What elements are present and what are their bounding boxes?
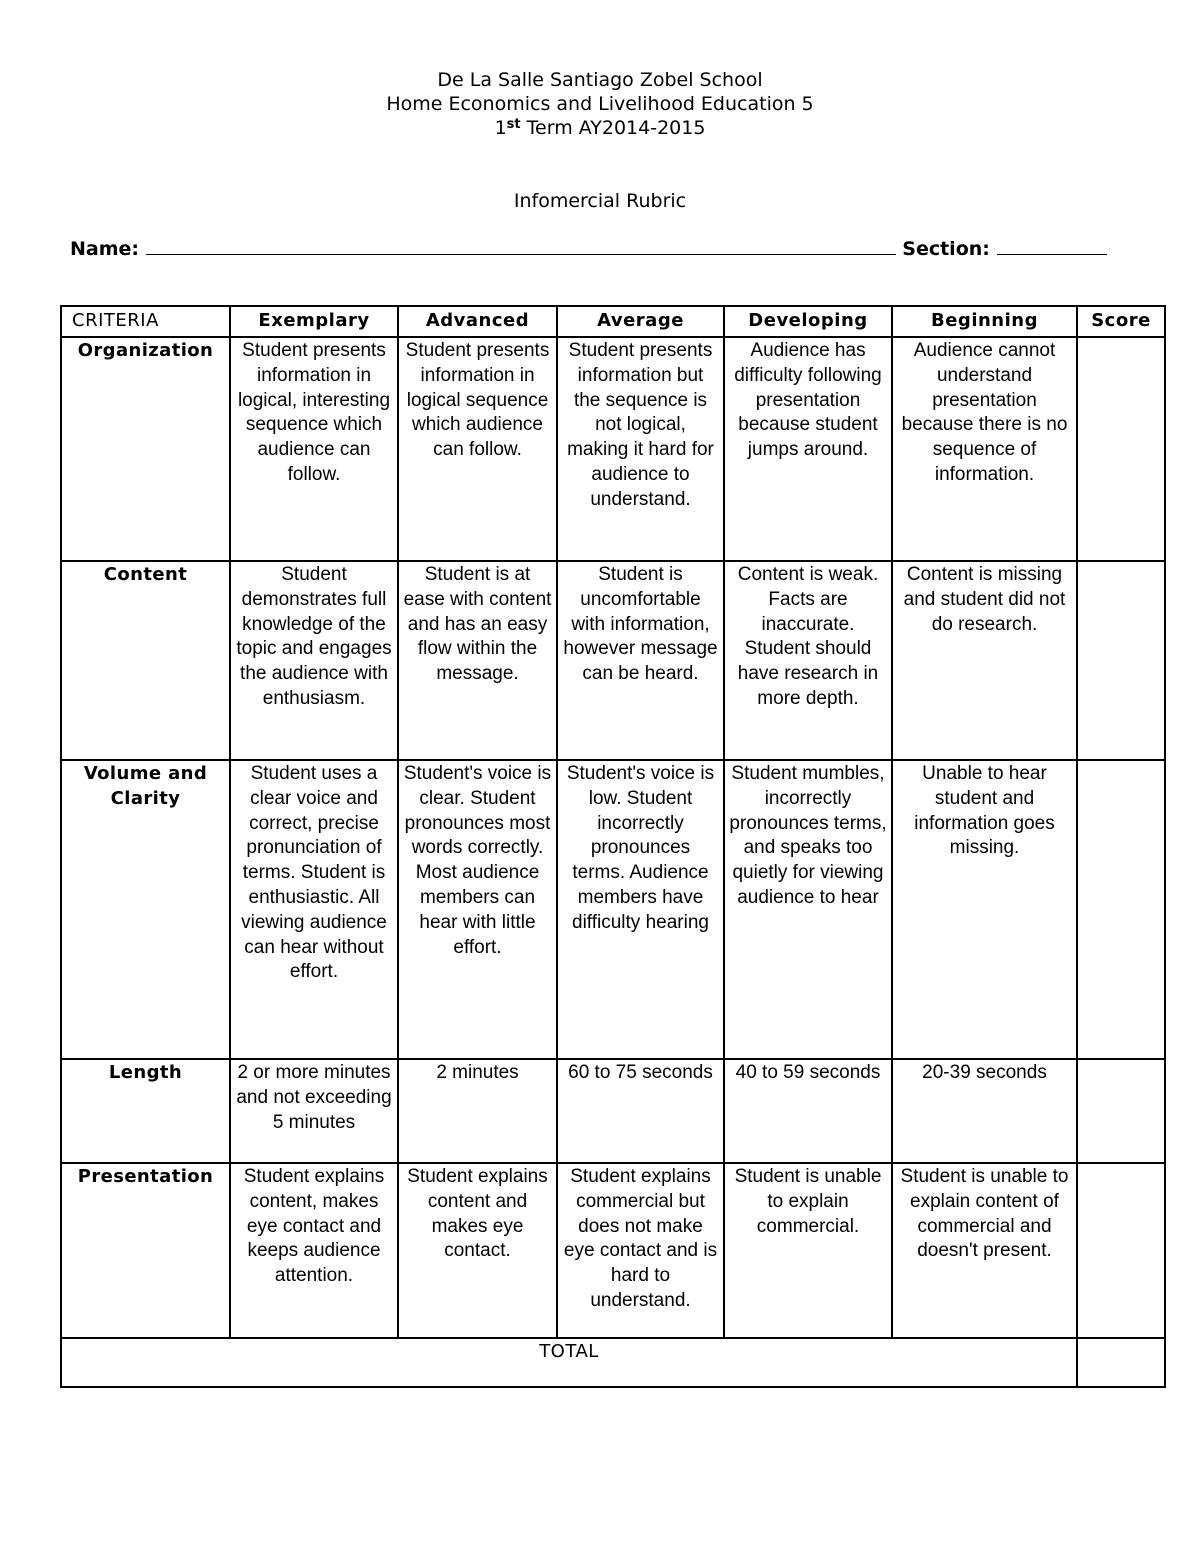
score-cell[interactable] xyxy=(1077,760,1165,1059)
term-suffix: st xyxy=(506,117,521,132)
cell-exemplary: Student uses a clear voice and correct, precise pronunciation of terms. Student is enthusiastic. All viewing audience can hear without effort. xyxy=(230,760,398,1059)
table-row xyxy=(61,1163,1165,1338)
cell-developing: Content is weak. Facts are inaccurate. Student should have research in more depth. xyxy=(724,561,892,760)
score-cell[interactable] xyxy=(1077,561,1165,760)
section-label: Section: xyxy=(902,238,990,260)
name-label: Name: xyxy=(70,238,140,260)
cell-advanced: Student presents information in logical sequence which audience can follow. xyxy=(398,337,557,561)
document-header xyxy=(0,68,1200,140)
header-row xyxy=(61,306,1165,337)
criterion-length: Length xyxy=(61,1059,230,1163)
score-cell[interactable] xyxy=(1077,1163,1165,1338)
cell-developing: Student mumbles, incorrectly pronounces terms, and speaks too quietly for viewing audience to hear xyxy=(724,760,892,1059)
header-developing: Developing xyxy=(724,306,892,337)
rubric-table xyxy=(60,305,1166,1388)
subject-name: Home Economics and Livelihood Education 5 xyxy=(386,93,814,115)
total-row xyxy=(61,1338,1165,1387)
cell-exemplary: 2 or more minutes and not exceeding 5 minutes xyxy=(230,1059,398,1163)
name-field[interactable] xyxy=(146,236,896,255)
header-score: Score xyxy=(1077,306,1165,337)
cell-developing: Audience has difficulty following presentation because student jumps around. xyxy=(724,337,892,561)
cell-average: Student explains commercial but does not make eye contact and is hard to understand. xyxy=(557,1163,724,1338)
criterion-volume-clarity: Volume and Clarity xyxy=(61,760,230,1059)
cell-advanced: Student is at ease with content and has an easy flow within the message. xyxy=(398,561,557,760)
criterion-content: Content xyxy=(61,561,230,760)
cell-exemplary: Student explains content, makes eye contact and keeps audience attention. xyxy=(230,1163,398,1338)
header-average: Average xyxy=(557,306,724,337)
cell-exemplary: Student presents information in logical, interesting sequence which audience can follow. xyxy=(230,337,398,561)
cell-average: Student is uncomfortable with information, however message can be heard. xyxy=(557,561,724,760)
table-row xyxy=(61,337,1165,561)
table-row xyxy=(61,760,1165,1059)
cell-beginning: Student is unable to explain content of commercial and doesn't present. xyxy=(892,1163,1077,1338)
cell-developing: 40 to 59 seconds xyxy=(724,1059,892,1163)
cell-advanced: Student's voice is clear. Student pronounces most words correctly. Most audience members can hear with little effort. xyxy=(398,760,557,1059)
header-beginning: Beginning xyxy=(892,306,1077,337)
total-label: TOTAL xyxy=(539,1341,599,1362)
term-line xyxy=(0,116,1200,140)
header-advanced: Advanced xyxy=(398,306,557,337)
cell-beginning: Unable to hear student and information goes missing. xyxy=(892,760,1077,1059)
table-row xyxy=(61,1059,1165,1163)
criterion-presentation: Presentation xyxy=(61,1163,230,1338)
criterion-organization: Organization xyxy=(61,337,230,561)
header-exemplary: Exemplary xyxy=(230,306,398,337)
cell-beginning: Audience cannot understand presentation because there is no sequence of information. xyxy=(892,337,1077,561)
total-score-cell[interactable] xyxy=(1077,1338,1165,1387)
score-cell[interactable] xyxy=(1077,1059,1165,1163)
header-criteria: CRITERIA xyxy=(61,306,230,337)
cell-developing: Student is unable to explain commercial. xyxy=(724,1163,892,1338)
term-rest: Term AY2014-2015 xyxy=(520,117,706,139)
cell-beginning: Content is missing and student did not do research. xyxy=(892,561,1077,760)
cell-exemplary: Student demonstrates full knowledge of the topic and engages the audience with enthusiasm. xyxy=(230,561,398,760)
cell-beginning: 20-39 seconds xyxy=(892,1059,1077,1163)
section-field[interactable] xyxy=(997,236,1107,255)
school-name: De La Salle Santiago Zobel School xyxy=(437,69,763,91)
cell-advanced: 2 minutes xyxy=(398,1059,557,1163)
cell-advanced: Student explains content and makes eye contact. xyxy=(398,1163,557,1338)
total-label-cell xyxy=(61,1338,1077,1387)
term-number: 1 xyxy=(494,117,507,139)
table-row xyxy=(61,561,1165,760)
cell-average: Student's voice is low. Student incorrectly pronounces terms. Audience members have difficulty hearing xyxy=(557,760,724,1059)
score-cell[interactable] xyxy=(1077,337,1165,561)
cell-average: Student presents information but the sequence is not logical, making it hard for audience to understand. xyxy=(557,337,724,561)
name-section-row xyxy=(70,236,1130,260)
cell-average: 60 to 75 seconds xyxy=(557,1059,724,1163)
page-title: Infomercial Rubric xyxy=(513,190,687,212)
